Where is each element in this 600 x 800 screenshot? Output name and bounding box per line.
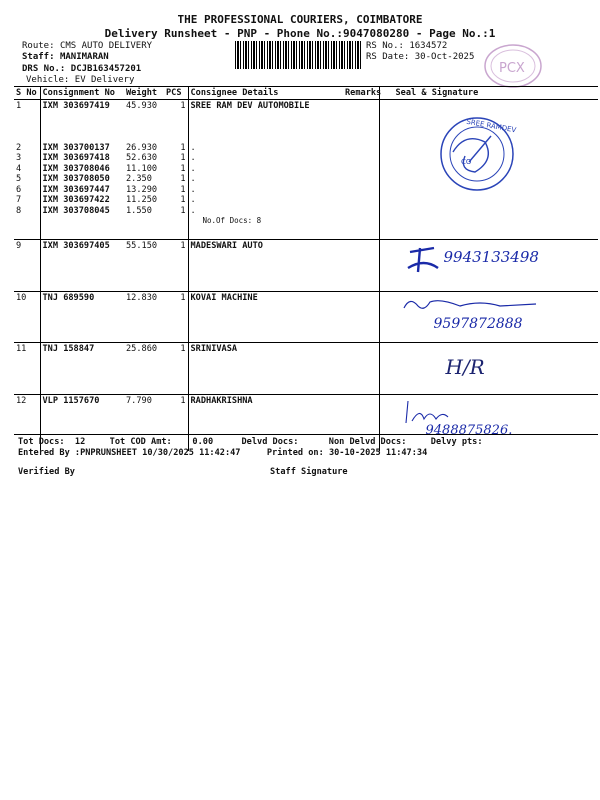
weight-cell: 25.860 xyxy=(124,343,164,395)
staff-value: MANIMARAN xyxy=(59,52,109,62)
signature-phone: 9943133498 xyxy=(443,248,539,266)
table-header xyxy=(14,87,598,100)
staff-line xyxy=(22,52,109,62)
weight-cell: 7.790 xyxy=(124,395,164,451)
route-value: CMS AUTO DELIVERY xyxy=(59,41,153,51)
seal-text: SREE RAMDEV xyxy=(465,117,517,135)
sno-cell: 9 xyxy=(14,240,40,292)
col-seal: Seal & Signature xyxy=(379,87,598,100)
total-cod: Tot COD Amt: 0.00 xyxy=(109,437,214,447)
pcs-cell: 1 xyxy=(164,395,188,451)
seal-co-text: CO xyxy=(460,158,471,166)
weight-cell: 12.830 xyxy=(124,292,164,343)
remarks-cell xyxy=(343,240,379,292)
seal-cell xyxy=(379,292,598,343)
col-remarks: Remarks xyxy=(345,88,382,98)
weight-cell: 55.150 xyxy=(124,240,164,292)
weight-cell: 45.930 26.930 52.630 11.100 2.350 13.290 11.250 1.550 xyxy=(126,101,158,216)
table-row xyxy=(14,343,598,395)
drs-label: DRS No.: xyxy=(22,64,66,74)
consignment-cell: TNJ 158847 xyxy=(40,343,124,395)
signature-phone: 9597872888 xyxy=(433,316,523,332)
pcx-stamp-text: PCX xyxy=(499,61,525,76)
totals-line xyxy=(18,437,483,447)
sno-cell: 1 2 3 4 5 6 7 8 xyxy=(16,101,22,216)
col-consignee: Consignee Details xyxy=(188,87,343,100)
col-consignment: Consignment No xyxy=(40,87,124,100)
sno-cell: 10 xyxy=(14,292,40,343)
table-row xyxy=(14,240,598,292)
seal-cell xyxy=(379,240,598,292)
sno-cell: 12 xyxy=(14,395,40,451)
remarks-cell xyxy=(343,100,379,240)
route-label: Route: xyxy=(22,41,55,51)
pcs-cell: 1 xyxy=(164,240,188,292)
handwritten-signature xyxy=(404,244,444,278)
staff-signature: Staff Signature xyxy=(270,467,348,477)
signature-mark: H/R xyxy=(445,355,485,379)
col-weight: Weight xyxy=(124,87,164,100)
table-row-group-1 xyxy=(14,100,598,240)
consignment-cell: IXM 303697419 IXM 303700137 IXM 303697418 IXM 303708046 IXM 303708050 IXM 303697447 IXM 303697422 IXM 303708045 xyxy=(40,100,124,240)
pcx-stamp xyxy=(482,40,544,90)
pcs-cell: 1 xyxy=(164,292,188,343)
non-delivered-docs: Non Delvd Docs: xyxy=(328,437,407,447)
consignee-cell: RADHAKRISHNA xyxy=(188,395,343,451)
col-sno: S No xyxy=(14,87,40,100)
consignment-cell: VLP 1157670 xyxy=(40,395,124,451)
handwritten-signature xyxy=(400,294,540,316)
consignee-cell: KOVAI MACHINE xyxy=(188,292,343,343)
signature-phone: 9488875826. xyxy=(425,423,513,438)
docs-note: No.Of Docs: 8 xyxy=(202,216,262,225)
barcode xyxy=(235,41,361,69)
pcs-cell: 1 1 1 1 1 1 1 1 xyxy=(180,101,186,216)
vehicle-line xyxy=(26,75,134,85)
rs-date: RS Date: 30-Oct-2025 xyxy=(366,52,475,62)
col-pcs: PCS xyxy=(164,87,188,100)
consignment-cell: TNJ 689590 xyxy=(40,292,124,343)
runsheet-subtitle: Delivery Runsheet - PNP - Phone No.:9047080280 - Page No.:1 xyxy=(104,27,496,40)
seal-cell xyxy=(379,100,598,240)
route-line xyxy=(22,41,152,51)
table-bottom-rule xyxy=(14,434,598,435)
consignee-cell: SREE RAM DEV AUTOMOBILE . . . . . . . No.Of Docs: 8 xyxy=(188,100,343,240)
printed-on: Printed on: 30-10-2025 11:47:34 xyxy=(266,448,428,458)
consignment-cell: IXM 303697405 xyxy=(40,240,124,292)
entered-line xyxy=(18,448,427,458)
drs-line xyxy=(22,64,141,74)
total-docs: Tot Docs: 12 xyxy=(18,437,86,447)
company-title: THE PROFESSIONAL COURIERS, COIMBATORE xyxy=(177,13,423,26)
runsheet-table xyxy=(14,86,598,451)
consignee-cell: SRINIVASA xyxy=(188,343,343,395)
consignee-cell: MADESWARI AUTO xyxy=(188,240,343,292)
remarks-cell xyxy=(343,292,379,343)
entered-by: Entered By :PNPRUNSHEET 10/30/2025 11:42:47 xyxy=(18,448,241,458)
delivered-docs: Delvd Docs: xyxy=(241,437,299,447)
vehicle-label: Vehicle: xyxy=(26,75,70,85)
vehicle-value: EV Delivery xyxy=(74,75,135,85)
seal-cell xyxy=(379,343,598,395)
delivery-points: Delvy pts: xyxy=(430,437,483,447)
company-seal-stamp xyxy=(425,112,535,194)
pcs-cell: 1 xyxy=(164,343,188,395)
drs-value: DCJB163457201 xyxy=(70,64,142,74)
rs-number: RS No.: 1634572 xyxy=(366,41,448,51)
sno-cell: 11 xyxy=(14,343,40,395)
table-row xyxy=(14,292,598,343)
remarks-cell xyxy=(343,343,379,395)
verified-by: Verified By xyxy=(18,467,75,477)
staff-label: Staff: xyxy=(22,52,55,62)
